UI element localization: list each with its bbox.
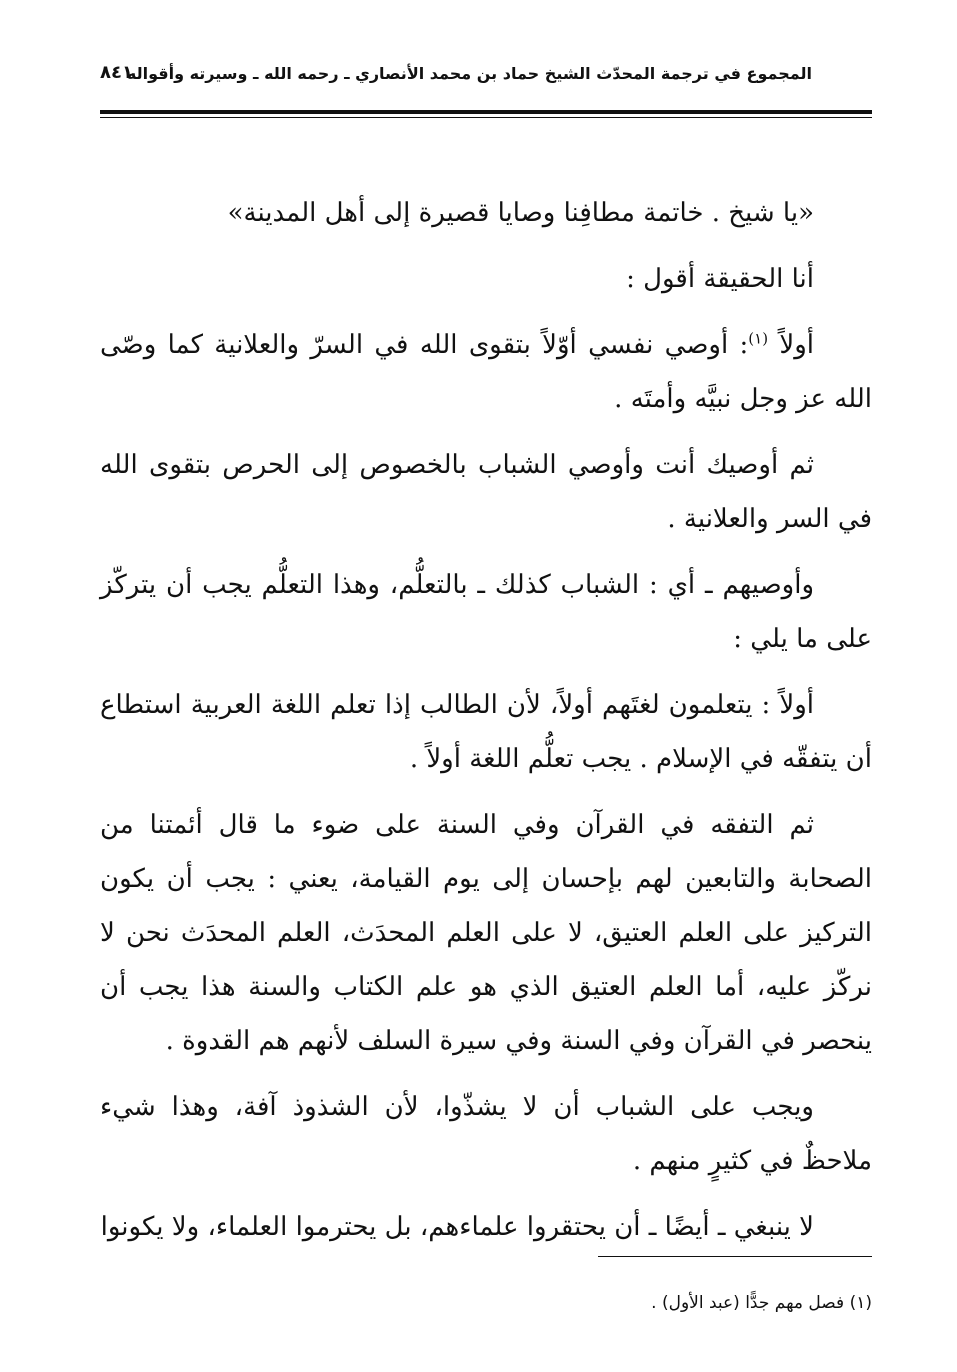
paragraph-scholars: لا ينبغي ـ أيضًا ـ أن يحتقروا علماءهم، بل يحترموا العلماء، ولا يكونوا xyxy=(100,1212,814,1242)
footnote: (١) فصل مهم جدًّا (عبد الأول) . xyxy=(651,1293,872,1313)
paragraph-shudhudh: ويجب على الشباب أن لا يشذّوا، لأن الشذوذ آفة، وهذا شيء ملاحظٌ في كثيرٍ منهم . xyxy=(100,1092,872,1176)
paragraph-youth-advice: ثم أوصيك أنت وأوصي الشباب بالخصوص إلى الحرص بتقوى الله في السر والعلانية . xyxy=(100,450,872,534)
first-advice-text: : أوصي نفسي أوّلاً بتقوى الله في السرّ والعلانية كما وصّى الله عز وجل نبيَّه وأمتَه . xyxy=(100,330,872,414)
body-text xyxy=(100,186,872,1266)
paragraph-language: أولاً : يتعلمون لغتَهم أولاً، لأن الطالب إذا تعلم اللغة العربية استطاع أن يتفقّه في الإسلام . يجب تعلُّم اللغة أولاً . xyxy=(100,690,872,774)
header-rule-thin xyxy=(100,117,872,118)
header-rule-thick xyxy=(100,110,872,114)
paragraph-question: «يا شيخ . خاتمة مطافِنا وصايا قصيرة إلى أهل المدينة» xyxy=(227,198,814,228)
paragraph-intro: أنا الحقيقة أقول : xyxy=(626,264,814,294)
first-advice-lead: أولاً xyxy=(779,330,815,360)
footnote-separator xyxy=(598,1256,872,1257)
running-title: المجموع في ترجمة المحدّث الشيخ حماد بن محمد الأنصاري ـ رحمه الله ـ وسيرته وأقواله xyxy=(126,64,812,83)
paragraph-first-advice xyxy=(100,318,872,426)
page-number: ٨٤١ xyxy=(100,62,133,83)
paragraph-fiqh: ثم التفقه في القرآن وفي السنة على ضوء ما قال أئمتنا من الصحابة والتابعين لهم بإحسان إلى يوم القيامة، يعني : يجب أن يكون التركيز على العلم العتيق، لا على العلم المحدَث، العلم المحدَث نحن لا نركّز عليه، أما العلم العتيق الذي هو علم الكتاب والسنة هذا يجب أن ينحصر في القرآن وفي السنة وفي سيرة السلف لأنهم هم القدوة . xyxy=(100,810,872,1056)
paragraph-learning: وأوصيهم ـ أي : الشباب كذلك ـ بالتعلُّم، وهذا التعلُّم يجب أن يتركّز على ما يلي : xyxy=(100,570,872,654)
footnote-reference: (١) xyxy=(748,329,769,348)
page-header xyxy=(100,60,812,94)
